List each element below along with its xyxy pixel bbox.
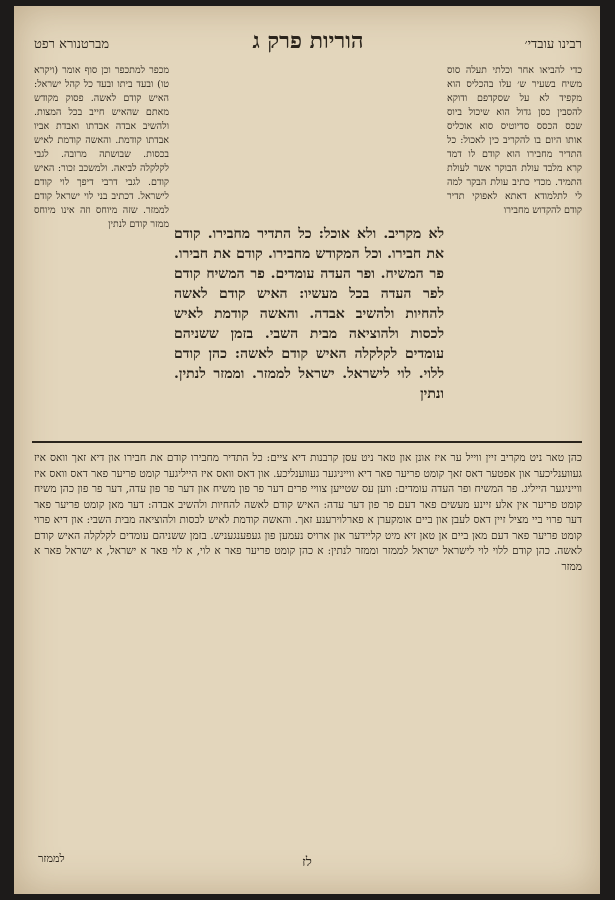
commentary-right-text: כדי להביאו אחר וכלתי תעלה סוס משיח בשעיר ש׳ עלו בהכליס הוא מקפיד לא על שסקדפם ודוקא להסבין כסן גדול הוא שיכול ביוס שכס הכסס סדיוטיס סוא אוכליס אותו היום בו להקריב כין לאכול: כל התדיר מחבירו הוא קודם לו דמד קרא מלבד עולת הבוקר אשר לעולת התמיד. מכדי כתיב עולת הבקר למה לי לתלמודא דאתא לאפוקי תדיר קודם להקדוש מחבירו bbox=[447, 65, 582, 216]
section-divider bbox=[32, 441, 582, 443]
mishna-block bbox=[174, 64, 444, 424]
page-number: לז bbox=[302, 855, 312, 870]
header-title: הוריות פרק ג bbox=[252, 28, 364, 54]
document-page bbox=[14, 6, 600, 894]
commentary-column-right bbox=[447, 64, 582, 424]
yiddish-commentary: כהן טאר ניט מקריב זיין ווייל ער איז אונן און טאר ניט עסן קרבנות דיא ציים: כל התדיר מחבירו קודם את חבירו און דיא זאך וואס איז געווענליכער און אפטער דאס זאך קומט פריער פאר דיא ווייניגער געווענליכע. און דאס וואס איז הייליגער קומט פריער פאר דאס וואס איז ווייניגער הייליג. פר המשיח ופר העדה עומדים: ווען עס שטייען צוויי פרים דער פר פון משיח און דער פר פון עדה, דער פר פון כהן משיח קומט פריער אין אלע זיינע מעשים פאר דעם פר פון דער עדה: האיש קודם לאשה להחיות ולהשיב אבדה: דער מאן קומט פריער פאר דער פרוי ביי מציל זיין דאס לעבן און ביים אומקערן א פארלוירענע זאך. והאשה קודמת לאיש לכסות ולהוציאה מבית השבי: און דיא פרוי קומט פריער פאר דעם מאן ביים אן טאן זיא מיט קליידער און ארויס נעמען פון געפענגעניש. בזמן ששניהם עומדים לקלקלה האיש קודם לאשה. כהן קודם ללוי לוי לישראל ישראל לממזר וממזר לנתין: א כהן קומט פריער פאר א לוי, א לוי פאר א ישראל, א ישראל פאר א ממזר bbox=[34, 452, 582, 573]
commentary-left-text: מכפר למתכפר וכן סוף אומר (ויקרא טו) ובעד ביתו ובעד כל קהל ישראל: האיש קודם לאשה. פסוק מקודש מאתם שהאיש חייב בכל המצות. ולהשיב אבדה אבדתו ואבדת אביו אבדתו קודמת. והאשה קודמת לאיש בכסות. שבושתה מרובה. לגבי לקלקלה לביאה. ולמשכב זכור: האיש קודם. לגבי דרבי דיפך לוי קודם לישראל. דכתיב בני לוי ישראל קודם לממזר. שזה מיוחס וזה אינו מיוחס ממזר קודם לנתין bbox=[34, 65, 169, 230]
commentary-column-left bbox=[34, 64, 169, 424]
header-commentator: רבינו עובדי׳ bbox=[524, 37, 582, 52]
header-page-label: מברטנורא רפט bbox=[34, 37, 110, 52]
catchword: לממזר bbox=[38, 852, 65, 865]
page-header bbox=[34, 26, 582, 66]
mishna-text: לא מקריב. ולא אוכל: כל התדיר מחבירו. קודם את חבירו. וכל המקודש מחבירו. קודם את חבירו. פר המשיח. ופר העדה עומדים. פר המשיח קודם לפר העדה בכל מעשיו: האיש קודם לאשה להחיות ולהשיב אבדה. והאשה קודמת לאיש לכסות ולהוציאה מבית השבי. בזמן ששניהם עומדים לקלקלה האיש קודם לאשה: כהן קודם ללוי. לוי לישראל. ישראל לממזר. וממזר לנתין. ונתין bbox=[174, 226, 444, 402]
